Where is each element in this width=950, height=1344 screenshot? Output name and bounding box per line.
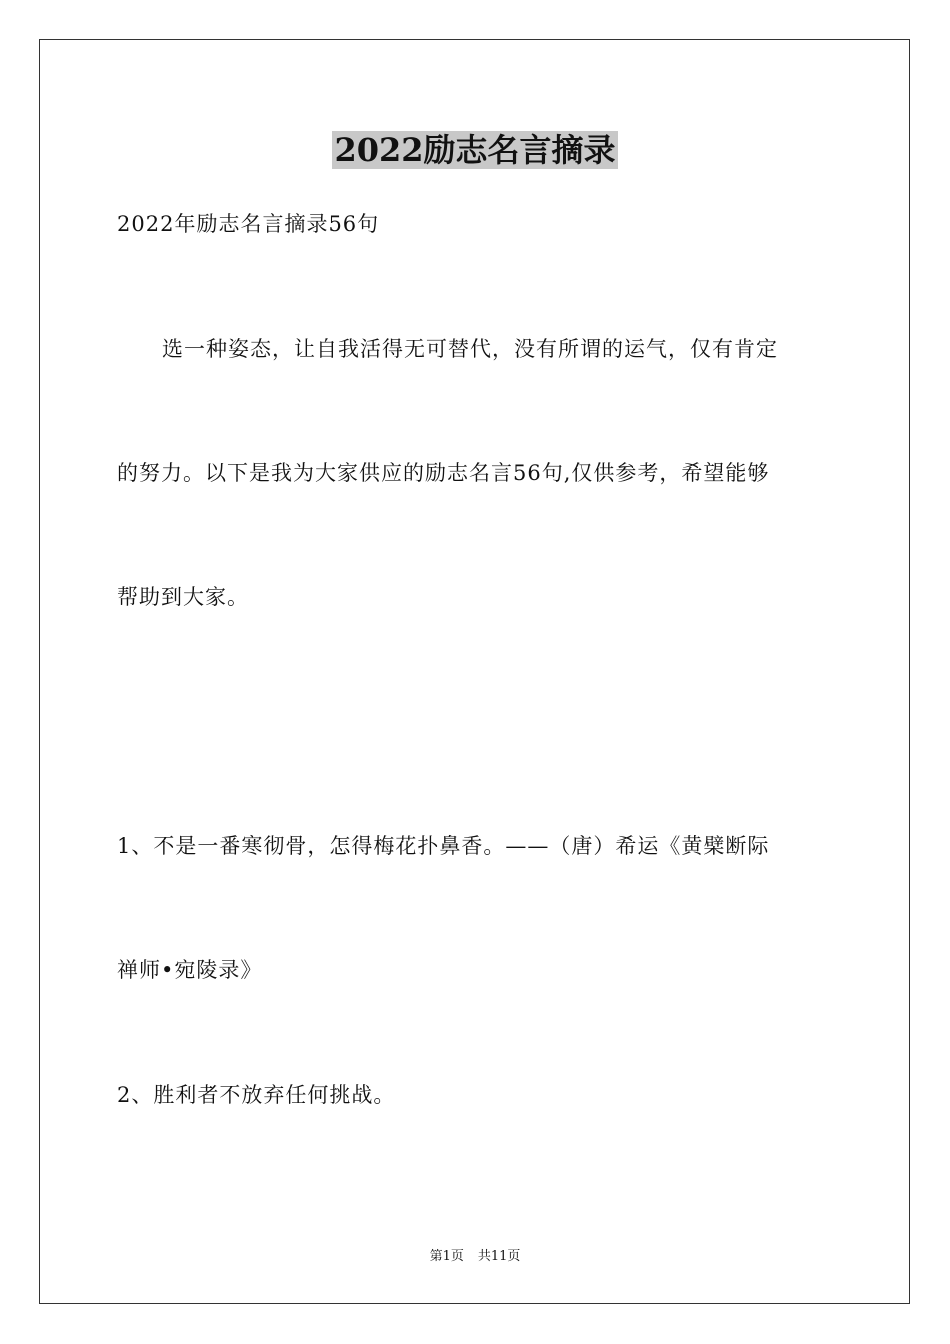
intro-line-2: 的努力。以下是我为大家供应的励志名言56句,仅供参考，希望能够 (117, 461, 770, 485)
document-subtitle: 2022年励志名言摘录56句 (117, 212, 380, 236)
quote-1-line-2: 禅师•宛陵录》 (117, 958, 263, 982)
quote-1-line-1: 1、不是一番寒彻骨，怎得梅花扑鼻香。——（唐）希运《黄檗断际 (117, 834, 770, 858)
page-footer (0, 1248, 950, 1266)
intro-line-1: 选一种姿态，让自我活得无可替代，没有所谓的运气，仅有肯定 (162, 337, 778, 361)
page-number-total: 共11页 (477, 1249, 521, 1264)
document-title (0, 128, 950, 172)
document-title-text: 2022励志名言摘录 (334, 131, 616, 169)
intro-line-3: 帮助到大家。 (117, 585, 249, 609)
page-number-current: 第1页 (429, 1249, 464, 1264)
quote-2-line-1: 2、胜利者不放弃任何挑战。 (117, 1083, 396, 1107)
